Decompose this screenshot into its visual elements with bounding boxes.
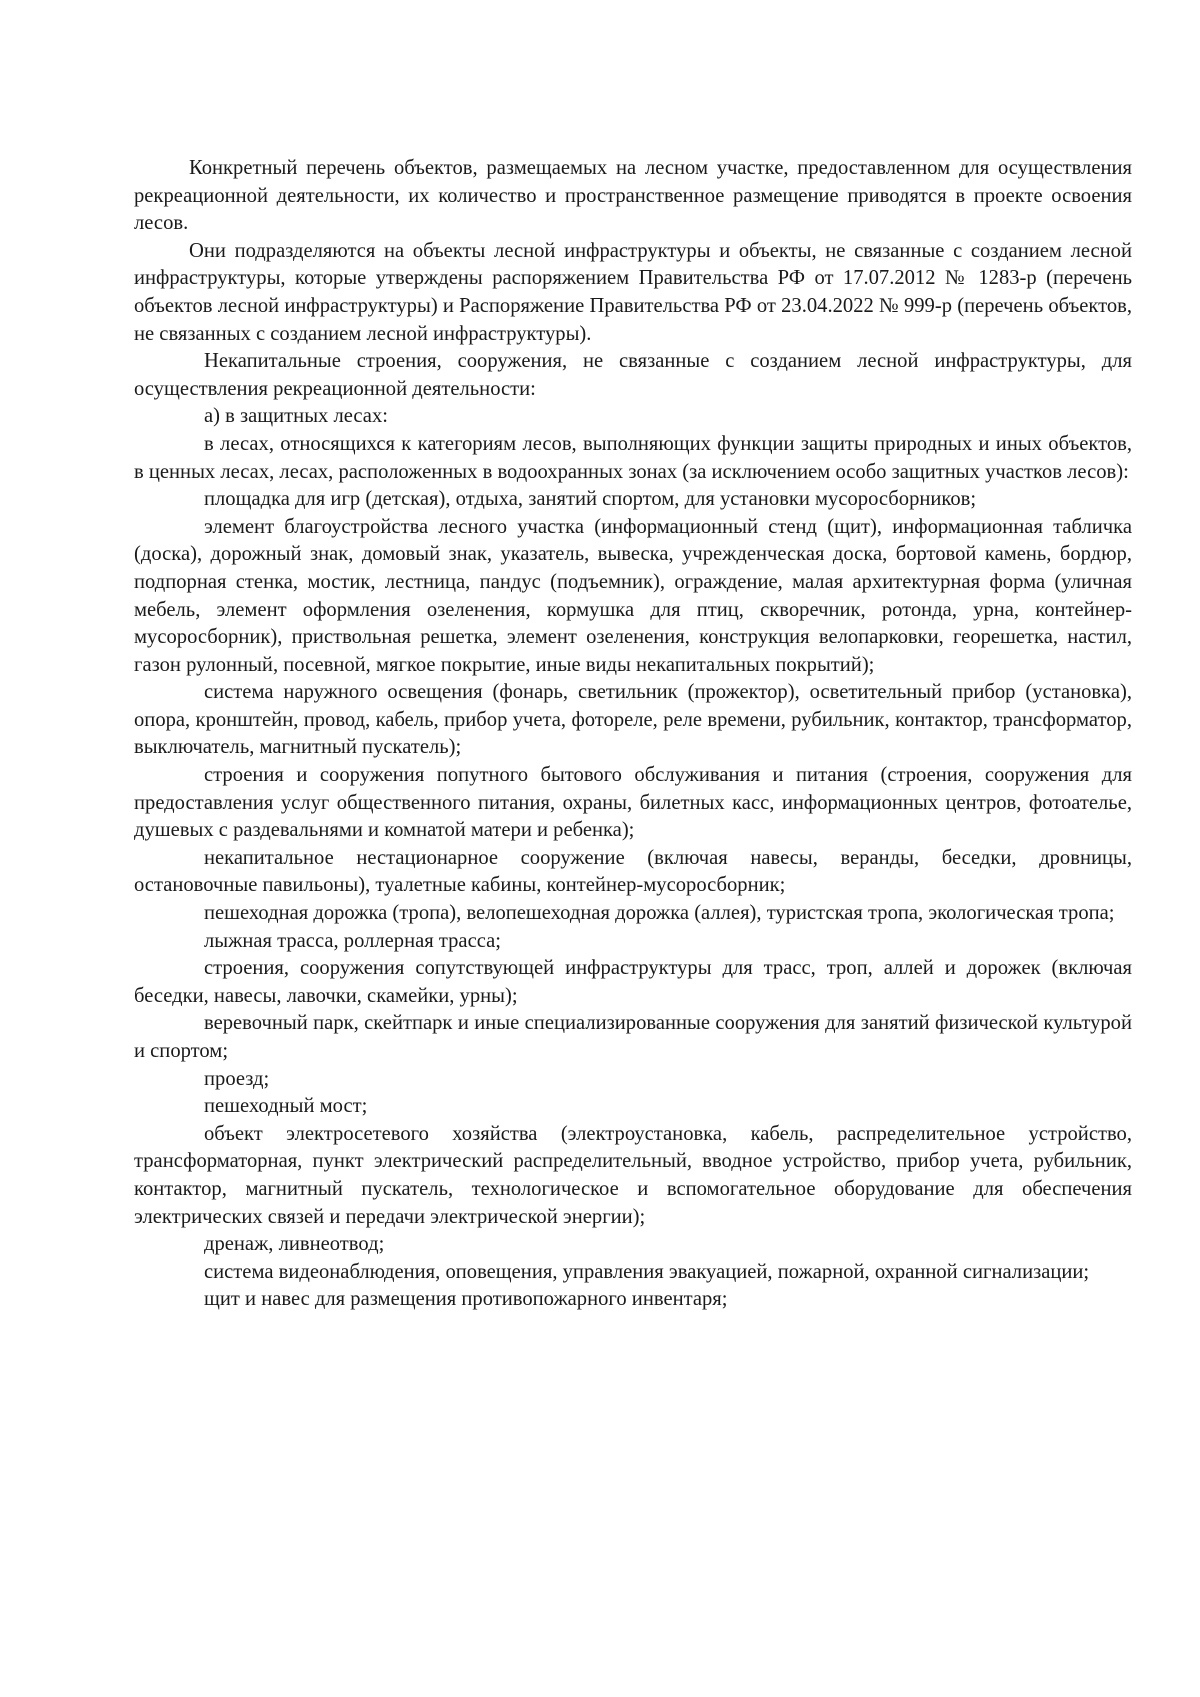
list-item-lighting: система наружного освещения (фонарь, светильник (прожектор), осветительный прибор (установка), опора, кронштейн, провод, кабель, прибор учета, фотореле, реле времени, рубильник, контактор, трансформатор, выключатель, магнитный пускатель); [134, 681, 1132, 759]
list-item-footbridge: пешеходный мост; [204, 1095, 368, 1118]
list-item-paths: пешеходная дорожка (тропа), велопешеходная дорожка (аллея), туристская тропа, экологическая тропа; [204, 902, 1115, 925]
paragraph-intro: Конкретный перечень объектов, размещаемых на лесном участке, предоставленном для осуществления рекреационной деятельности, их количество и пространственное размещение приводятся в проекте освоения лесов. [134, 157, 1132, 235]
list-item-forest-categories: в лесах, относящихся к категориям лесов, выполняющих функции защиты природных и иных объектов, в ценных лесах, лесах, расположенных в водоохранных зонах (за исключением особо защитных участков лесов): [134, 432, 1132, 483]
list-item-landscaping: элемент благоустройства лесного участка (информационный стенд (щит), информационная табличка (доска), дорожный знак, домовый знак, указатель, вывеска, учрежденческая доска, бортовой камень, бордюр, подпорная стенка, мостик, лестница, пандус (подъемник), ограждение, малая архитектурная форма (уличная мебель, элемент оформления озеленения, кормушка для птиц, скворечник, ротонда, урна, контейнер-мусоросборник), приствольная решетка, элемент озеленения, конструкция велопарковки, георешетка, настил, газон рулонный, посевной, мягкое покрытие, иные виды некапитальных покрытий); [134, 515, 1132, 676]
list-item-track-infrastructure: строения, сооружения сопутствующей инфраструктуры для трасс, троп, аллей и дорожек (включая беседки, навесы, лавочки, скамейки, урны); [134, 957, 1132, 1007]
paragraph-classification: Они подразделяются на объекты лесной инфраструктуры и объекты, не связанные с созданием лесной инфраструктуры, которые утверждены распоряжением Правительства РФ от 17.07.2012 № 1283-р (перечень объектов лесной инфраструктуры) и Распоряжение Правительства РФ от 23.04.2022 № 999-р (перечень объектов, не связанных с созданием лесной инфраструктуры). [134, 239, 1132, 345]
list-item-video-surveillance: система видеонаблюдения, оповещения, управления эвакуацией, пожарной, охранной сигнализации; [204, 1260, 1090, 1283]
list-item-playground: площадка для игр (детская), отдыха, занятий спортом, для установки мусоросборников; [204, 488, 977, 511]
list-item-drainage: дренаж, ливнеотвод; [204, 1233, 385, 1256]
paragraph-noncapital-heading: Некапитальные строения, сооружения, не связанные с созданием лесной инфраструктуры, для осуществления рекреационной деятельности: [134, 350, 1132, 400]
list-item-nonstationary: некапитальное нестационарное сооружение (включая навесы, веранды, беседки, дровницы, остановочные павильоны), туалетные кабины, контейнер-мусоросборник; [134, 846, 1132, 897]
list-item-electric-grid: объект электросетевого хозяйства (электроустановка, кабель, распределительное устройство, трансформаторная, пункт электрический распределительный, вводное устройство, прибор учета, рубильник, контактор, магнитный пускатель, технологическое и вспомогательное оборудование для обеспечения электрических связей и передачи электрической энергии); [134, 1122, 1132, 1228]
list-item-fire-shield: щит и навес для размещения противопожарного инвентаря; [204, 1288, 728, 1311]
list-item-sport-facilities: веревочный парк, скейтпарк и иные специализированные сооружения для занятий физической культурой и спортом; [134, 1012, 1132, 1062]
document-page [134, 155, 1132, 1314]
list-item-ski-track: лыжная трасса, роллерная трасса; [204, 929, 501, 952]
list-item-service-buildings: строения и сооружения попутного бытового обслуживания и питания (строения, сооружения для предоставления услуг общественного питания, охраны, билетных касс, информационных центров, фотоателье, душевых с раздевальнями и комнатой матери и ребенка); [134, 764, 1132, 842]
list-item-passage: проезд; [204, 1067, 270, 1090]
list-item-protective-forests: а) в защитных лесах: [204, 405, 388, 428]
